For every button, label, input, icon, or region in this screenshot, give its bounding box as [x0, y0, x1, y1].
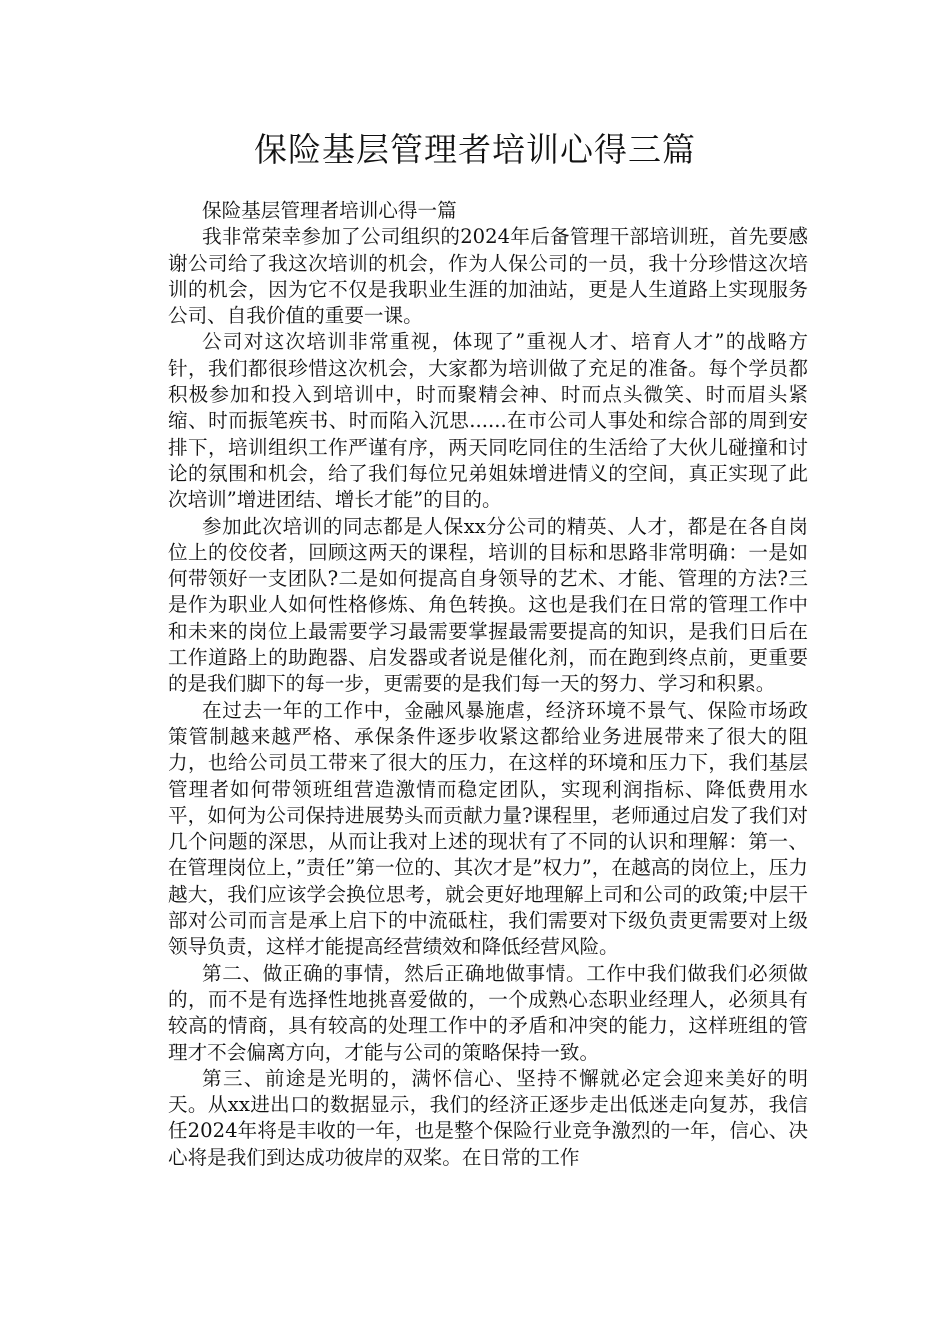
section-subtitle: 保险基层管理者培训心得一篇 [202, 199, 457, 222]
paragraph: 公司对这次培训非常重视，体现了”重视人才、培育人才”的战略方针，我们都很珍惜这次机会，大家都为培训做了充足的准备。每个学员都积极参加和投入到培训中，时而聚精会神、时而点头微笑、时而眉头紧缩、时而振笔疾书、时而陷入沉思......在市公司人事处和综合部的周到安排下，培训组织工作严谨有序，两天同吃同住的生活给了大伙儿碰撞和讨论的氛围和机会，给了我们每位兄弟姐妹增进情义的空间，真正实现了此次培训”增进团结、增长才能”的目的。 [168, 330, 808, 512]
paragraph: 参加此次培训的同志都是人保xx分公司的精英、人才，都是在各自岗位上的佼佼者，回顾这两天的课程，培训的目标和思路非常明确：一是如何带领好一支团队?二是如何提高自身领导的艺术、才能、管理的方法?三是作为职业人如何性格修炼、角色转换。这也是我们在日常的管理工作中和未来的岗位上最需要学习最需要掌握最需要提高的知识，是我们日后在工作道路上的助跑器、启发器或者说是催化剂，而在跑到终点前，更重要的是我们脚下的每一步，更需要的是我们每一天的努力、学习和积累。 [168, 514, 808, 696]
paragraph: 我非常荣幸参加了公司组织的2024年后备管理干部培训班，首先要感谢公司给了我这次培训的机会，作为人保公司的一员，我十分珍惜这次培训的机会，因为它不仅是我职业生涯的加油站，更是人生道路上实现服务公司、自我价值的重要一课。 [168, 225, 808, 328]
document-body [168, 198, 808, 1171]
document-title: 保险基层管理者培训心得三篇 [254, 130, 696, 169]
paragraph: 第三、前途是光明的，满怀信心、坚持不懈就必定会迎来美好的明天。从xx进出口的数据显示，我们的经济正逐步走出低迷走向复苏，我信任2024年将是丰收的一年，也是整个保险行业竞争激烈的一年，信心、决心将是我们到达成功彼岸的双桨。在日常的工作 [168, 1066, 808, 1169]
paragraph: 第二、做正确的事情，然后正确地做事情。工作中我们做我们必须做的，而不是有选择性地挑喜爱做的，一个成熟心态职业经理人，必须具有较高的情商，具有较高的处理工作中的矛盾和冲突的能力，这样班组的管理才不会偏离方向，才能与公司的策略保持一致。 [168, 961, 808, 1064]
paragraph: 在过去一年的工作中，金融风暴施虐，经济环境不景气、保险市场政策管制越来越严格、承保条件逐步收紧这都给业务进展带来了很大的阻力，也给公司员工带来了很大的压力，在这样的环境和压力下，我们基层管理者如何带领班组营造激情而稳定团队，实现利润指标、降低费用水平，如何为公司保持进展势头而贡献力量?课程里，老师通过启发了我们对几个问题的深思，从而让我对上述的现状有了不同的认识和理解：第一、在管理岗位上，”责任”第一位的、其次才是”权力”，在越高的岗位上，压力越大，我们应该学会换位思考，就会更好地理解上司和公司的政策;中层干部对公司而言是承上启下的中流砥柱，我们需要对下级负责更需要对上级领导负责，这样才能提高经营绩效和降低经营风险。 [168, 698, 808, 959]
